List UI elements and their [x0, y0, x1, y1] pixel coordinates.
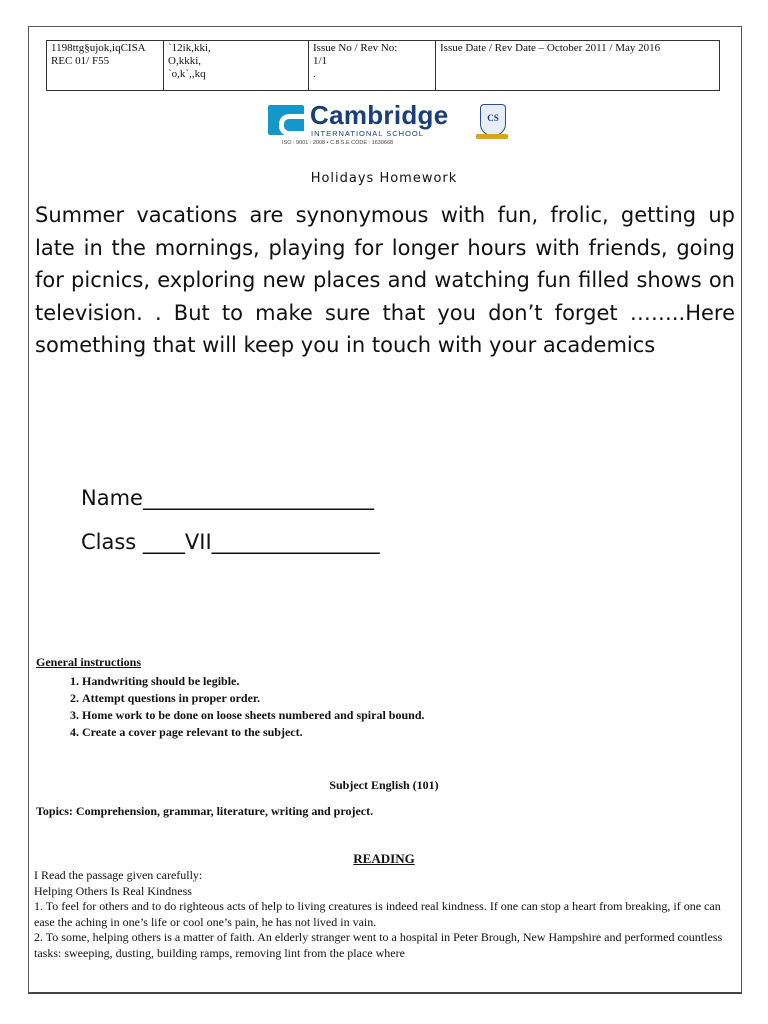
- name-field: Name______________________: [81, 486, 374, 510]
- passage-paragraph-1: 1. To feel for others and to do righteous acts of help to living creatures is indeed real kindness. If one can stop a heart from breaking, if one can ease the aching in one’s life or cool one’s pain, he has not lived in vain.: [34, 899, 721, 929]
- reading-heading: READING: [353, 851, 415, 866]
- instructions-heading: General instructions: [36, 655, 141, 669]
- logo-brand: Cambridge: [310, 100, 449, 130]
- instructions-list: [36, 673, 716, 741]
- list-item: 2. Attempt questions in proper order.: [82, 690, 716, 707]
- logo-iso-line: ISO : 9001 : 2008 • C.B.S.E CODE : 1630668: [282, 140, 394, 146]
- passage-title: Helping Others Is Real Kindness: [34, 883, 192, 898]
- logo-subtitle: INTERNATIONAL SCHOOL: [311, 129, 424, 138]
- doc-code-cell: 1198ttg§ujok,iqCISA REC 01/ F55: [47, 41, 164, 91]
- issue-date-cell: Issue Date / Rev Date – October 2011 / May 2016: [436, 41, 720, 91]
- page-title: Holidays Homework: [310, 171, 458, 186]
- reading-passage: [34, 868, 724, 961]
- crest-ribbon-icon: [476, 134, 508, 139]
- intro-paragraph: Summer vacations are synonymous with fun, frolic, getting up late in the mornings, playing for longer hours with friends, going for picnics, exploring new places and watching fun filled shows on television. . But to make sure that you don’t forget ……..Here something that will keep you in touch with your academics: [35, 203, 735, 357]
- doc-name-cell: `12ik,kki, O,kkki, `o,k`,,kq: [164, 41, 309, 91]
- class-field: Class ____VII________________: [81, 530, 380, 554]
- school-logo: [262, 100, 512, 152]
- topics-line: Topics: Comprehension, grammar, literature, writing and project.: [36, 804, 374, 818]
- passage-paragraph-2: 2. To some, helping others is a matter of faith. An elderly stranger went to a hospital in Peter Brough, New Hampshire and performed countless tasks: sweeping, dusting, building ramps, removing lint from the place where: [34, 930, 723, 960]
- issue-no-cell: Issue No / Rev No: 1/1 .: [309, 41, 436, 91]
- list-item: 3. Home work to be done on loose sheets numbered and spiral bound.: [82, 707, 716, 724]
- document-control-table: [46, 40, 720, 91]
- list-item: 4. Create a cover page relevant to the subject.: [82, 724, 716, 741]
- list-item: 1. Handwriting should be legible.: [82, 673, 716, 690]
- logo-mark-icon: [268, 105, 304, 135]
- passage-instruction: I Read the passage given carefully:: [34, 868, 203, 882]
- general-instructions: [36, 655, 716, 741]
- crest-icon: [480, 104, 506, 136]
- crest-text: CS: [487, 113, 499, 123]
- subject-heading: Subject English (101): [329, 778, 439, 792]
